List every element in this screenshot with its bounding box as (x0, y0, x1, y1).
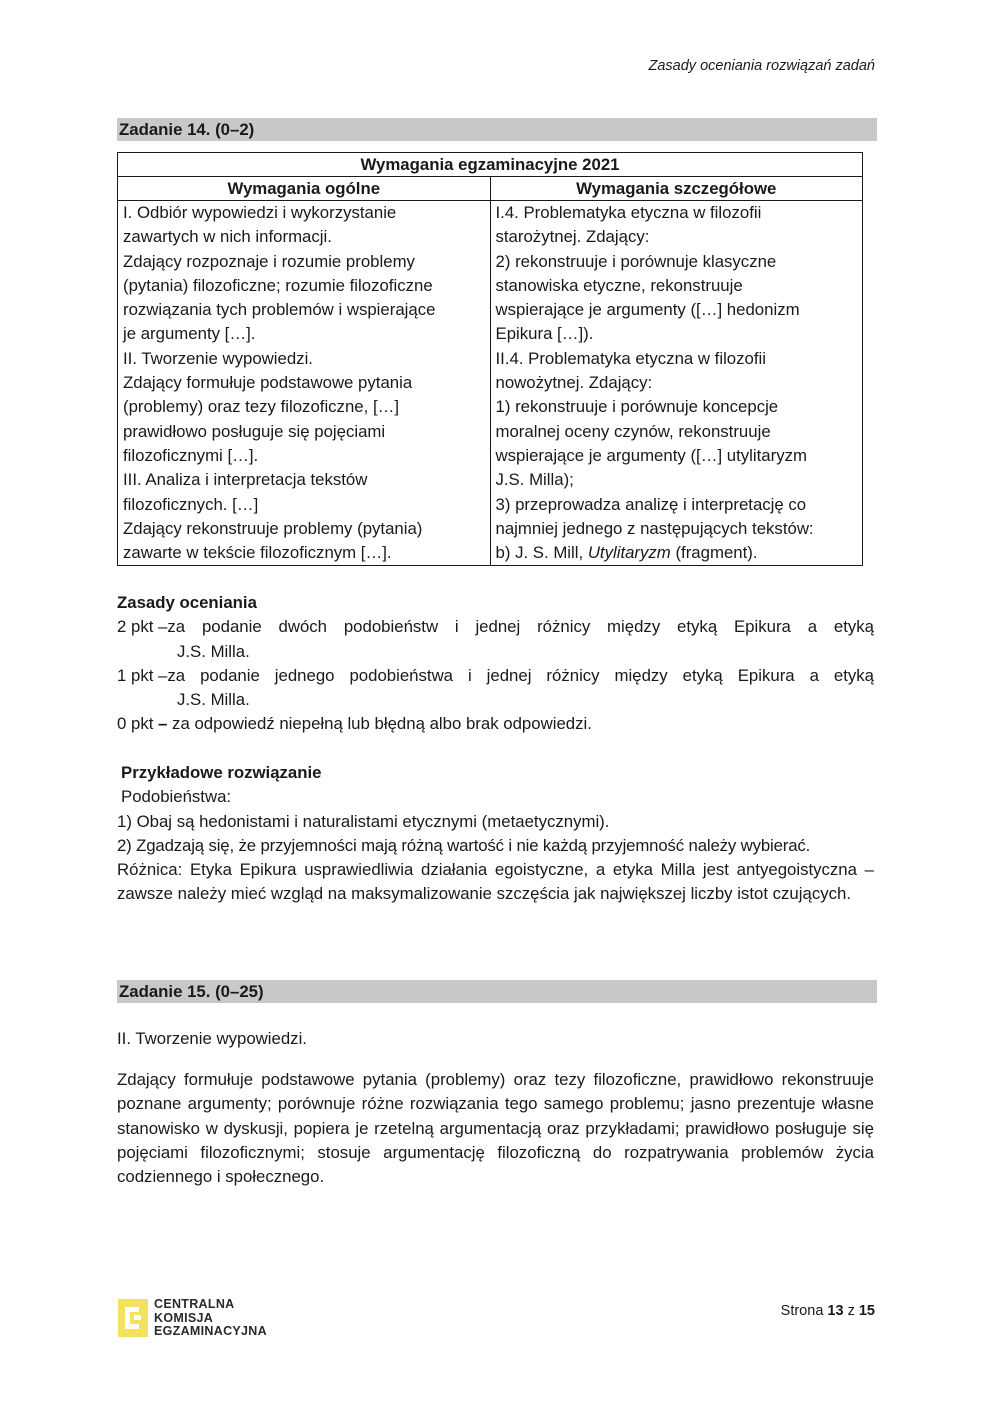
page-current: 13 (827, 1303, 844, 1319)
rule-description: za odpowiedź niepełną lub błędną albo brak odpowiedzi. (167, 714, 592, 734)
general-requirements-cell (118, 201, 491, 566)
scoring-rule-2 (117, 615, 874, 639)
column-header-specific: Wymagania szczegółowe (490, 177, 863, 201)
requirements-table (117, 152, 863, 566)
general-line: (problemy) oraz tezy filozoficzne, […] (123, 397, 400, 417)
requirements-caption: Wymagania egzaminacyjne 2021 (118, 153, 863, 177)
general-line: rozwiązania tych problemów i wspierające (123, 300, 436, 320)
task-14-title: Zadanie 14. (0–2) (117, 118, 877, 141)
scoring-rule-1 (117, 664, 874, 688)
general-line: Zdający rozpoznaje i rozumie problemy (123, 251, 415, 271)
general-line: Zdający formułuje podstawowe pytania (123, 373, 413, 393)
general-line: je argumenty […]. (123, 324, 256, 344)
specific-line: najmniej jednego z następujących tekstów: (495, 518, 814, 538)
specific-line: stanowiska etyczne, rekonstruuje (495, 275, 743, 295)
specific-last-title: Utylitaryzm (587, 543, 671, 563)
specific-line: wspierające je argumenty ([…] hedonizm (495, 300, 800, 320)
cke-logo-mark-icon (118, 1299, 148, 1337)
page-number (781, 1303, 875, 1319)
scoring-rule-0 (117, 712, 874, 736)
specific-line: moralnej oceny czynów, rekonstruuje (495, 421, 771, 441)
rule-points: 2 pkt – (117, 617, 168, 637)
general-line: zawartych w nich informacji. (123, 227, 332, 247)
general-line: prawidłowo posługuje się pojęciami (123, 421, 386, 441)
specific-line: II.4. Problematyka etyczna w filozofii (495, 348, 766, 368)
logo-line: CENTRALNA (154, 1297, 235, 1311)
cke-logo-text (154, 1298, 267, 1339)
specific-line: 3) przeprowadza analizę i interpretację co (495, 494, 807, 514)
scoring-title: Zasady oceniania (117, 593, 257, 612)
solution-item: 2) Zgadzają się, że przyjemności mają różną wartość i nie każdą przyjemność należy wybierać. (117, 835, 811, 855)
rule-description: za podanie dwóch podobieństw i jednej różnicy między etyką Epikura a etyką (167, 617, 874, 637)
specific-line: Epikura […]). (495, 324, 594, 344)
specific-line: 2) rekonstruuje i porównuje klasyczne (495, 251, 777, 271)
general-line: Zdający rekonstruuje problemy (pytania) (123, 518, 423, 538)
specific-line: I.4. Problematyka etyczna w filozofii (495, 203, 762, 222)
rule-dash: – (158, 714, 168, 734)
specific-line: starożytnej. Zdający: (495, 227, 650, 247)
general-line: III. Analiza i interpretacja tekstów (123, 470, 368, 490)
specific-requirements-cell (490, 201, 863, 566)
scoring-section (117, 591, 874, 737)
rule-points: 1 pkt – (117, 665, 168, 685)
page-separator: z (843, 1303, 859, 1319)
general-line: zawarte w tekście filozoficznym […]. (123, 543, 392, 563)
solution-difference: Różnica: Etyka Epikura usprawiedliwia działania egoistyczne, a etyka Milla jest antyegoistyczna – zawsze należy mieć wzgląd na maksymalizowanie szczęścia jak największej liczby istot czujących. (117, 860, 874, 904)
cke-logo (118, 1298, 267, 1339)
rule-description: za podanie jednego podobieństwa i jednej różnicy między etyką Epikura a etyką (167, 665, 874, 685)
task-15-title: Zadanie 15. (0–25) (117, 980, 877, 1003)
solution-item: 1) Obaj są hedonistami i naturalistami etycznymi (metaetycznymi). (117, 811, 610, 831)
specific-line-last (496, 541, 858, 565)
specific-line: wspierające je argumenty ([…] utylitaryzm (495, 445, 807, 465)
page-prefix: Strona (780, 1303, 828, 1319)
rule-continuation: J.S. Milla. (177, 690, 250, 710)
general-line: (pytania) filozoficzne; rozumie filozoficzne (123, 275, 433, 295)
task-15-section-label: II. Tworzenie wypowiedzi. (117, 1029, 307, 1048)
task-15-paragraph: Zdający formułuje podstawowe pytania (problemy) oraz tezy filozoficzne, prawidłowo rekonstruuje poznane argumenty; porównuje różne rozwiązania tego samego problemu; jasno prezentuje własne stanowisko w dyskusji, popiera je rzetelną argumentacją oraz przykładami; prawidłowo posługuje się pojęciami filozoficznymi; stosuje argumentację filozoficzną do rozpatrywania problemów życia codziennego i społecznego. (117, 1070, 874, 1187)
rule-continuation: J.S. Milla. (177, 641, 250, 661)
rule-points: 0 pkt (117, 714, 159, 734)
specific-last-suffix: (fragment). (670, 543, 758, 563)
specific-line: 1) rekonstruuje i porównuje koncepcje (495, 397, 779, 417)
specific-last-prefix: b) J. S. Mill, (495, 543, 588, 563)
general-line: II. Tworzenie wypowiedzi. (123, 348, 313, 368)
page-total: 15 (858, 1303, 875, 1319)
general-line: I. Odbiór wypowiedzi i wykorzystanie (123, 203, 397, 222)
specific-line: J.S. Milla); (495, 470, 574, 490)
general-line: filozoficznymi […]. (123, 445, 259, 465)
solution-section (117, 761, 874, 907)
logo-line: EGZAMINACYJNA (154, 1324, 267, 1338)
general-line: filozoficznych. […] (123, 494, 259, 514)
column-header-general: Wymagania ogólne (118, 177, 491, 201)
similarities-label: Podobieństwa: (121, 787, 232, 807)
specific-line: nowożytnej. Zdający: (495, 373, 653, 393)
logo-line: KOMISJA (154, 1310, 214, 1325)
solution-title: Przykładowe rozwiązanie (121, 763, 322, 782)
running-header: Zasady oceniania rozwiązań zadań (648, 58, 875, 74)
